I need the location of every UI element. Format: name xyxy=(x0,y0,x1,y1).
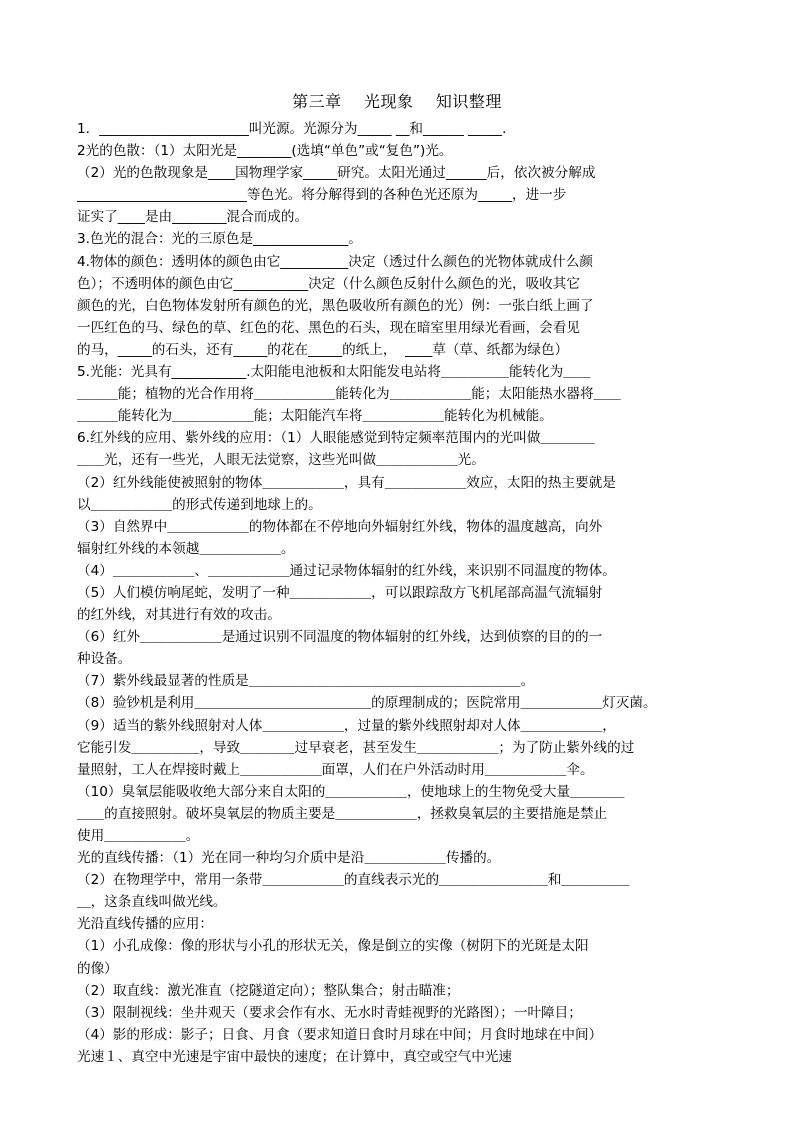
text-line: 证实了____是由________混合而成的。 xyxy=(77,209,309,226)
document-body xyxy=(77,118,682,1068)
text-line: 以＿＿＿＿＿＿的形式传递到地球上的。 xyxy=(77,496,322,513)
text-line: 它能引发＿＿＿＿＿，导致＿＿＿＿过早衰老，甚至发生＿＿＿＿＿＿；为了防止紫外线的过 xyxy=(77,739,635,756)
text-line: 色）；不透明体的颜色由它___________决定（什么颜色反射什么颜色的光，吸收其它 xyxy=(77,275,580,292)
text-line: ＿，这条直线叫做光线。 xyxy=(77,894,227,911)
text-line: ＿＿＿能转化为＿＿＿＿＿＿能；太阳能汽车将＿＿＿＿＿＿能转化为机械能。 xyxy=(77,408,553,425)
text-line: 4.物体的颜色：透明体的颜色由它__________决定（透过什么颜色的光物体就成什么颜 xyxy=(77,253,593,270)
text-line: 3.色光的混合：光的三原色是______________。 xyxy=(77,231,362,248)
text-line: 的像） xyxy=(77,960,118,977)
text-line: （5）人们模仿响尾蛇，发明了一种＿＿＿＿＿＿，可以跟踪敌方飞机尾部高温气流辐射 xyxy=(77,584,603,601)
text-line: 一匹红色的马、绿色的草、红色的花、黑色的石头，现在暗室里用绿光看画，会看见 xyxy=(77,319,580,336)
text-line: （2）红外线能使被照射的物体＿＿＿＿＿＿，具有＿＿＿＿＿＿效应，太阳的热主要就是 xyxy=(77,474,616,491)
text-line: （7）紫外线最显著的性质是＿＿＿＿＿＿＿＿＿＿＿＿＿＿＿＿＿＿＿＿。 xyxy=(77,673,535,690)
text-line: 2光的色散：（1）太阳光是________(选填“单色”或“复色”)光。 xyxy=(77,143,453,160)
text-line: 量照射，工人在焊接时戴上＿＿＿＿＿＿面罩，人们在户外活动时用＿＿＿＿＿＿伞。 xyxy=(77,761,594,778)
text-line: 光速１、真空中光速是宇宙中最快的速度；在计算中，真空或空气中光速 xyxy=(77,1048,512,1065)
text-line: 种设备。 xyxy=(77,651,132,668)
text-line: （4）影的形成：影子；日食、月食（要求知道日食时月球在中间；月食时地球在中间） xyxy=(77,1026,603,1043)
text-line: 的马，_____的石头，还有_____的花在_____的纸上， ____草（草、纸都为绿色） xyxy=(77,341,569,358)
text-line: （6）红外＿＿＿＿＿＿是通过识别不同温度的物体辐射的红外线，达到侦察的目的的一 xyxy=(77,629,603,646)
text-line: _________________________等色光。将分解得到的各种色光还原为_____，进一步 xyxy=(77,187,567,204)
text-line: （1）小孔成像：像的形状与小孔的形状无关，像是倒立的实像（树阴下的光斑是太阳 xyxy=(77,938,589,955)
text-line: （10）臭氧层能吸收绝大部分来自太阳的＿＿＿＿＿＿，使地球上的生物免受大量＿＿＿＿ xyxy=(77,783,625,800)
text-line: （2）取直线：激光准直（挖隧道定向）；整队集合；射击瞄准； xyxy=(77,982,460,999)
text-line: 6.红外线的应用、紫外线的应用：（1）人眼能感觉到特定频率范围内的光叫做＿＿＿＿ xyxy=(77,430,595,447)
text-line: （4）＿＿＿＿＿＿、＿＿＿＿＿＿通过记录物体辐射的红外线，来识别不同温度的物体。 xyxy=(77,562,616,579)
text-line: 1．______________________叫光源。光源分为_____ __和______ _____. xyxy=(77,121,507,137)
text-line: 使用＿＿＿＿＿＿。 xyxy=(77,828,200,844)
text-line: 的红外线，对其进行有效的攻击。 xyxy=(77,607,281,624)
text-line: ＿＿光，还有一些光，人眼无法觉察，这些光叫做＿＿＿＿＿＿光。 xyxy=(77,452,485,469)
text-line: （2）在物理学中，常用一条带＿＿＿＿＿＿的直线表示光的＿＿＿＿＿＿＿＿和＿＿＿＿＿ xyxy=(77,872,630,889)
text-line: （2）光的色散现象是____国物理学家_____研究。太阳光通过______后，依次被分解成 xyxy=(77,165,596,182)
text-line: ＿＿＿能；植物的光合作用将＿＿＿＿＿＿能转化为＿＿＿＿＿＿能；太阳能热水器将＿＿ xyxy=(77,386,621,403)
text-line: 5.光能：光具有___________.太阳能电池板和太阳能发电站将＿＿＿＿＿能转化为＿＿ xyxy=(77,364,591,381)
text-line: 光沿直线传播的应用： xyxy=(77,916,213,933)
text-line: 颜色的光，白色物体发射所有颜色的光，黑色吸收所有颜色的光）例：一张白纸上画了 xyxy=(77,297,594,314)
text-line: ＿＿的直接照射。破坏臭氧层的物质主要是＿＿＿＿＿＿，拯救臭氧层的主要措施是禁止 xyxy=(77,805,608,822)
text-line: 辐射红外线的本领越＿＿＿＿＿＿。 xyxy=(77,540,295,557)
text-line: （9）适当的紫外线照射对人体＿＿＿＿＿＿，过量的紫外线照射却对人体＿＿＿＿＿＿， xyxy=(77,717,616,734)
text-line: （3）限制视线：坐井观天（要求会作有水、无水时青蛙视野的光路图）；一叶障目； xyxy=(77,1004,582,1021)
text-line: （3）自然界中＿＿＿＿＿＿的物体都在不停地向外辐射红外线，物体的温度越高，向外 xyxy=(77,518,603,535)
text-line: （8）验钞机是利用＿＿＿＿＿＿＿＿＿＿＿＿＿的原理制成的；医院常用＿＿＿＿＿＿灯灭菌。 xyxy=(77,695,657,712)
text-line: 光的直线传播：（1）光在同一种均匀介质中是沿＿＿＿＿＿＿传播的。 xyxy=(77,850,501,867)
page-title: 第三章 光现象 知识整理 xyxy=(292,92,502,111)
